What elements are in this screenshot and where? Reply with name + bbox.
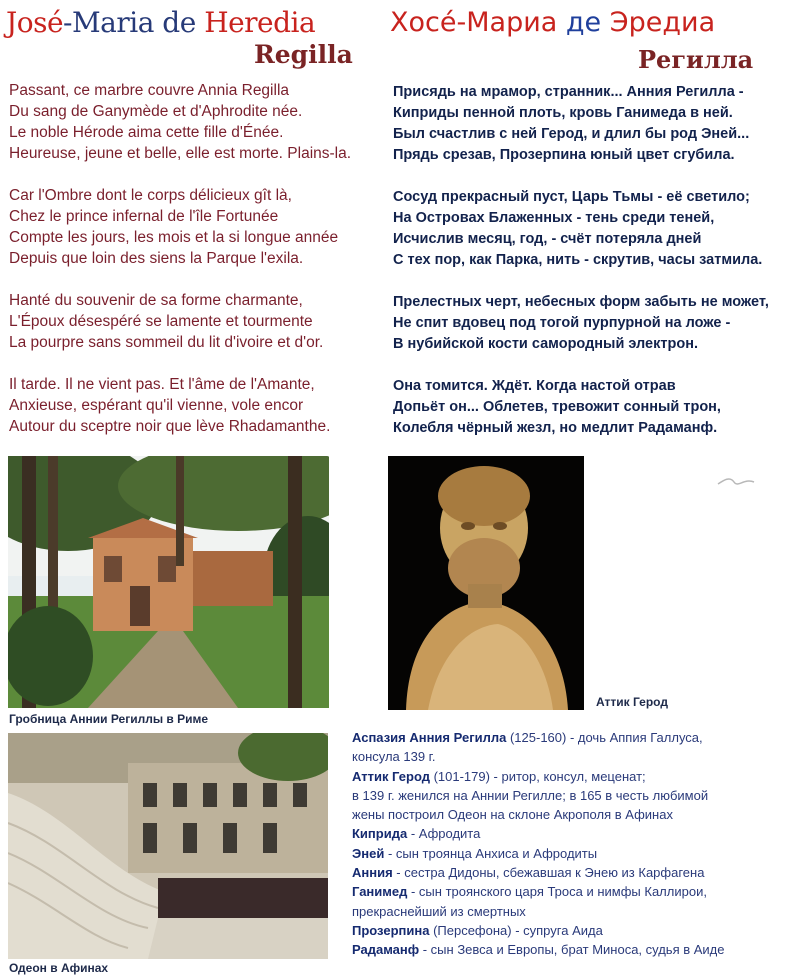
stanza-fr-4 xyxy=(9,374,351,437)
poem-line: Autour du sceptre noir que lève Rhadamanthe. xyxy=(9,418,331,435)
author-fr-part-2: -Maria de xyxy=(63,6,205,39)
poem-line: L'Époux désespéré se lamente et tourmente xyxy=(9,313,313,330)
note-text: - сын Зевса и Европы, брат Миноса, судья в Аиде xyxy=(419,942,725,958)
poem-line: Chez le prince infernal de l'île Fortunée xyxy=(9,208,279,225)
note-line xyxy=(352,805,782,824)
note-line xyxy=(352,728,782,747)
poem-line: В нубийской кости самородный электрон. xyxy=(393,336,698,352)
note-term: Аттик Герод xyxy=(352,768,430,784)
poem-line: Колебля чёрный жезл, но медлит Радаманф. xyxy=(393,420,718,436)
tomb-photo xyxy=(8,456,329,708)
poem-line: Сосуд прекрасный пуст, Царь Тьмы - её светило; xyxy=(393,189,750,205)
tomb-caption: Гробница Аннии Региллы в Риме xyxy=(9,712,209,726)
note-line xyxy=(352,863,782,882)
poem-line: Heureuse, jeune et belle, elle est morte. Plains-la. xyxy=(9,145,352,162)
glossary-notes xyxy=(352,728,782,960)
note-text: в 139 г. женился на Аннии Регилле; в 165 в честь любимой xyxy=(352,787,709,803)
stanza-ru-4 xyxy=(393,376,769,439)
note-text: (125-160) - дочь Аппия Галлуса, xyxy=(506,730,703,745)
stanza-fr-2 xyxy=(9,185,351,269)
bust-caption: Аттик Герод xyxy=(596,695,668,709)
poem-line: Anxieuse, espérant qu'il vienne, vole encor xyxy=(9,397,304,414)
poem-line: Le noble Hérode aima cette fille d'Énée. xyxy=(9,124,284,141)
stanza-fr-3 xyxy=(9,290,351,353)
poem-line: Depuis que loin des siens la Parque l'exila. xyxy=(9,250,304,267)
note-text: (101-179) - ритор, консул, меценат; xyxy=(429,768,646,784)
note-text: прекраснейший из смертных xyxy=(352,903,526,919)
poem-line: Допьёт он... Облетев, тревожит сонный трон, xyxy=(393,399,721,415)
author-fr-part-3: Heredia xyxy=(204,6,316,39)
poem-title-russian: Регилла xyxy=(638,45,754,74)
odeon-photo xyxy=(8,733,328,959)
note-line xyxy=(352,921,782,940)
note-term: Киприда xyxy=(352,826,408,842)
author-ru-part-2: -Мариа xyxy=(456,7,566,38)
poem-line: Не спит вдовец под тогой пурпурной на ложе - xyxy=(393,315,731,331)
signature-mark xyxy=(716,472,756,490)
note-line xyxy=(352,786,782,805)
note-line xyxy=(352,767,782,786)
bust-photo xyxy=(388,456,584,710)
stanza-ru-2 xyxy=(393,187,769,271)
poem-line: Присядь на мрамор, странник... Анния Регилла - xyxy=(393,84,744,100)
author-ru-part-3: де xyxy=(565,7,610,38)
stanza-ru-3 xyxy=(393,292,769,355)
note-text: жены построил Одеон на склоне Акрополя в Афинах xyxy=(352,807,673,823)
note-line xyxy=(352,747,782,766)
poem-line: На Островах Блаженных - тень среди теней, xyxy=(393,210,715,226)
note-line xyxy=(352,882,782,901)
note-line xyxy=(352,844,782,863)
stanza-fr-1 xyxy=(9,80,351,164)
author-fr-part-1: José xyxy=(6,6,64,39)
note-term: Ганимед xyxy=(352,884,408,900)
poem-line: Car l'Ombre dont le corps délicieux gît là, xyxy=(9,187,292,204)
note-text: - Афродита xyxy=(407,826,481,842)
note-text: (Персефона) - супруга Аида xyxy=(429,922,603,938)
note-text: - сестра Дидоны, сбежавшая к Энею из Карфагена xyxy=(392,865,705,881)
author-ru-part-1: Хосé xyxy=(390,7,457,38)
poem-russian xyxy=(393,82,769,460)
note-text: - сын троянского царя Троса и нимфы Каллирои, xyxy=(407,884,707,900)
poem-line: Il tarde. Il ne vient pas. Et l'âme de l'Amante, xyxy=(9,376,315,393)
note-term: Анния xyxy=(352,865,393,881)
note-text: консула 139 г. xyxy=(352,749,436,765)
author-name-russian xyxy=(390,4,715,42)
poem-line: Прядь срезав, Прозерпина юный цвет сгубила. xyxy=(393,147,735,163)
note-term: Эней xyxy=(352,845,385,861)
poem-line: Passant, ce marbre couvre Annia Regilla xyxy=(9,82,290,99)
note-line xyxy=(352,902,782,921)
author-ru-part-4: Эредиа xyxy=(609,7,716,38)
poem-line: Du sang de Ganymède et d'Aphrodite née. xyxy=(9,103,303,120)
poem-line: С тех пор, как Парка, нить - скрутив, часы затмила. xyxy=(393,252,763,268)
poem-title-french: Regilla xyxy=(254,40,353,69)
odeon-caption: Одеон в Афинах xyxy=(9,961,109,975)
poem-line: La pourpre sans sommeil du lit d'ivoire et d'or. xyxy=(9,334,324,351)
note-text: - сын троянца Анхиса и Афродиты xyxy=(384,845,598,861)
note-line xyxy=(352,940,782,959)
poem-line: Был счастлив с ней Герод, и длил бы род Эней... xyxy=(393,126,750,142)
note-line xyxy=(352,824,782,843)
note-term: Радаманф xyxy=(352,942,420,958)
poem-line: Прелестных черт, небесных форм забыть не может, xyxy=(393,294,769,310)
poem-line: Исчислив месяц, год, - счёт потеряла дней xyxy=(393,231,702,247)
poem-line: Compte les jours, les mois et la si longue année xyxy=(9,229,339,246)
poem-line: Hanté du souvenir de sa forme charmante, xyxy=(9,292,303,309)
author-name-french xyxy=(6,4,315,42)
poem-line: Она томится. Ждёт. Когда настой отрав xyxy=(393,378,676,394)
poem-line: Киприды пенной плоть, кровь Ганимеда в ней. xyxy=(393,105,733,121)
stanza-ru-1 xyxy=(393,82,769,166)
note-term: Аспазия Анния Регилла xyxy=(352,730,507,745)
note-term: Прозерпина xyxy=(352,922,430,938)
poem-french xyxy=(9,80,351,458)
